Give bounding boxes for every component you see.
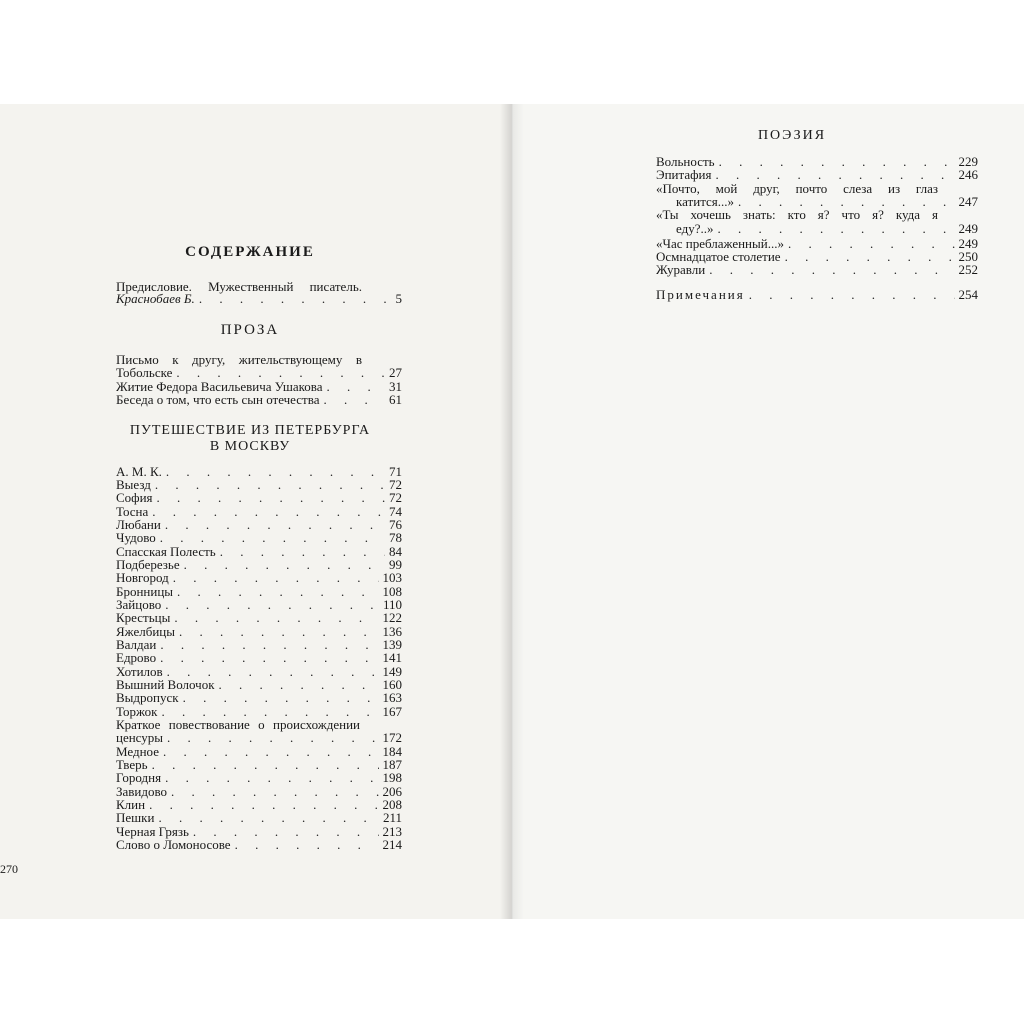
page-number: 103 [382,570,402,585]
page-number: 214 [382,837,402,852]
dot-leader [158,811,379,824]
prose-heading: ПРОЗА [220,322,280,338]
prose-beseda-entry [116,393,402,406]
dot-leader [719,155,955,168]
journey-entry [116,798,402,811]
dot-leader [788,237,955,250]
poetry-entry [656,168,978,181]
dot-leader [327,380,385,393]
dot-leader [199,292,392,305]
entry-title: Едрово [116,650,157,665]
entry-title: Яжелбицы [116,624,176,639]
preface-line1: Предисловие. Мужественный писатель. [116,279,362,294]
dot-leader [165,598,379,611]
page-number: 252 [958,262,978,277]
dot-leader [160,651,378,664]
prose-letter-line1: Письмо к другу, жительствующему в [116,352,362,367]
journey-entry [116,811,402,824]
journey-entry [116,651,402,664]
dot-leader [220,545,385,558]
entry-title: Примечания [656,287,745,302]
dot-leader [183,691,379,704]
dot-leader [165,771,378,784]
dot-leader [749,288,955,301]
dot-leader [160,638,378,651]
dot-leader [219,678,379,691]
entry-title: Хотилов [116,664,163,679]
entry-title: ценсуры [116,730,164,745]
entry-title: Вольность [656,154,715,169]
dot-leader [717,222,954,235]
page-number: 246 [958,167,978,182]
entry-title: Бронницы [116,584,174,599]
page-number: 250 [958,249,978,264]
journey-entry [116,465,402,478]
dot-leader [323,393,385,406]
page-number: 198 [382,770,402,785]
dot-leader [152,505,385,518]
page-number: 72 [389,477,402,492]
dot-leader [179,625,378,638]
page-number: 27 [389,365,402,380]
entry-title: Зайцово [116,597,162,612]
poetry-entry [676,222,978,235]
page-number: 167 [382,704,402,719]
journey-entry [116,611,402,624]
entry-title: Завидово [116,784,168,799]
entry-title: Крестьцы [116,610,171,625]
entry-title: Чудово [116,530,156,545]
dot-leader [785,250,955,263]
dot-leader [165,518,385,531]
page-number: 247 [958,194,978,209]
page-number: 206 [382,784,402,799]
page-number: 71 [389,464,402,479]
entry-title: София [116,490,153,505]
dot-leader [166,465,385,478]
entry-title: А. М. К. [116,464,162,479]
page-number: 249 [958,236,978,251]
entry-title: Клин [116,797,146,812]
entry-title: Тосна [116,504,149,519]
journey-entry [116,785,402,798]
page-number: 61 [389,392,402,407]
dot-leader [173,571,379,584]
journey-entry [116,518,402,531]
entry-title: катится...» [676,194,735,209]
entry-title: Осмнадцатое столетие [656,249,781,264]
entry-title: Пешки [116,810,155,825]
page-number: 72 [389,490,402,505]
entry-title: Житие Федора Васильевича Ушакова [116,379,323,394]
journey-entry [116,571,402,584]
contents-heading: СОДЕРЖАНИЕ [185,244,315,260]
notes-entry [656,288,978,301]
entry-title: Выезд [116,477,151,492]
dot-leader [174,611,378,624]
page-number: 76 [389,517,402,532]
page-number: 74 [389,504,402,519]
entry-title: Торжок [116,704,158,719]
dot-leader [152,758,379,771]
entry-title: еду?..» [676,221,714,236]
poetry-heading: ПОЭЗИЯ [757,128,827,143]
dot-leader [157,491,385,504]
journey-entry [116,491,402,504]
dot-leader [149,798,378,811]
page-number: 136 [382,624,402,639]
page-number: 187 [382,757,402,772]
dot-leader [715,168,954,181]
page-number: 184 [382,744,402,759]
journey-heading-line1: ПУТЕШЕСТВИЕ ИЗ ПЕТЕРБУРГА [129,423,371,438]
entry-title: Слово о Ломоносове [116,837,231,852]
page-number: 172 [382,730,402,745]
entry-title: Выдропуск [116,690,179,705]
page-number: 110 [382,597,402,612]
entry-title: Беседа о том, что есть сын отечества [116,392,320,407]
entry-title: Тверь [116,757,148,772]
dot-leader [171,785,378,798]
preface-entry [116,292,402,305]
lomonosov-entry [116,838,402,851]
journey-entry [116,745,402,758]
page-number: 99 [389,557,402,572]
entry-title: Любани [116,517,161,532]
dot-leader [176,366,385,379]
dot-leader [163,745,379,758]
dot-leader [160,531,385,544]
journey-entry [116,478,402,491]
entry-title: Эпитафия [656,167,712,182]
entry-title: Подберезье [116,557,180,572]
journey-entry [116,638,402,651]
page-number: 229 [958,154,978,169]
page-number: 141 [382,650,402,665]
page-number: 78 [389,530,402,545]
dot-leader [177,585,378,598]
dot-leader [155,478,385,491]
page-number: 254 [958,287,978,302]
dot-leader [235,838,379,851]
dot-leader [184,558,385,571]
censorship-line1: Краткое повествование о происхождении [116,717,360,732]
page-number: 5 [395,291,402,306]
poetry-entry [656,263,978,276]
prose-letter-entry [116,366,402,379]
censorship-entry [116,731,402,744]
journey-heading-line2: В МОСКВУ [209,439,291,454]
entry-title: «Час преблаженный...» [656,236,784,251]
entry-title: Городня [116,770,162,785]
journey-entry [116,771,402,784]
entry-title: Вышний Волочок [116,677,215,692]
page-number: 163 [382,690,402,705]
page-number: 122 [382,610,402,625]
dot-leader [167,731,378,744]
page-number: 149 [382,664,402,679]
book-gutter [500,104,524,919]
entry-title: Спасская Полесть [116,544,216,559]
entry-title: Валдаи [116,637,157,652]
page-number: 139 [382,637,402,652]
journey-entry [116,531,402,544]
page-number: 108 [382,584,402,599]
entry-title: Черная Грязь [116,824,189,839]
preface-author: Краснобаев Б. [116,291,195,306]
page-number: 213 [382,824,402,839]
page-number: 31 [389,379,402,394]
entry-title: Новгород [116,570,169,585]
pochto-line1: «Почто, мой друг, почто слеза из глаз [656,181,938,196]
page-number: 160 [382,677,402,692]
page-number: 208 [382,797,402,812]
journey-entry [116,691,402,704]
page-number: 211 [382,810,402,825]
entry-title: Журавли [656,262,706,277]
entry-title: Медное [116,744,159,759]
page-number: 249 [958,221,978,236]
page-folio: 270 [0,862,18,876]
page-number: 84 [389,544,402,559]
dot-leader [709,263,954,276]
ty-line1: «Ты хочешь знать: кто я? что я? куда я [656,207,938,222]
entry-title: Тобольске [116,365,173,380]
journey-entry [116,625,402,638]
